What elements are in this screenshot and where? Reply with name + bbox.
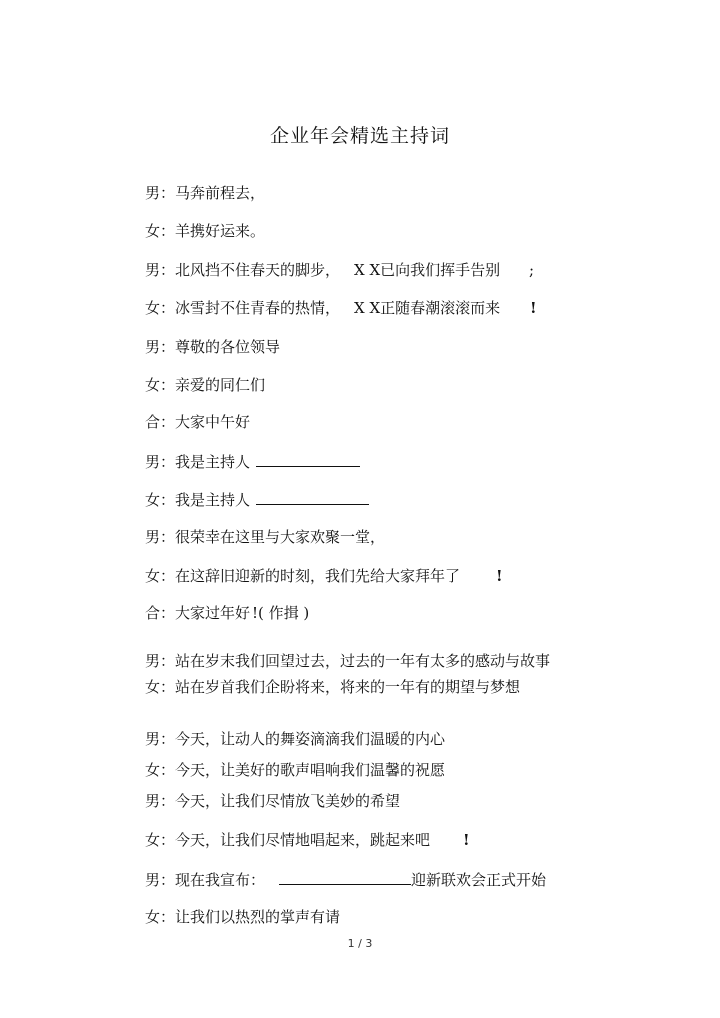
dialogue-line: 男：尊敬的各位领导 (145, 338, 281, 356)
dialogue-line: 男：我是主持人 (145, 451, 360, 472)
document-title: 企业年会精选主持词 (269, 125, 450, 147)
dialogue-line: 女：我是主持人 (145, 489, 369, 510)
announcement-blank (279, 869, 411, 885)
dialogue-line: 男：站在岁末我们回望过去，过去的一年有太多的感动与故事 (145, 652, 551, 670)
dialogue-line: 女：站在岁首我们企盼将来，将来的一年有的期望与梦想 (145, 678, 521, 696)
dialogue-line: 女：羊携好运来。 (145, 222, 266, 240)
dialogue-line: 男：马奔前程去， (145, 184, 266, 202)
dialogue-line: 女：冰雪封不住青春的热情， X X正随春潮滚滚而来 ! (145, 299, 537, 317)
dialogue-line: 女：在这辞旧迎新的时刻，我们先给大家拜年了 ! (145, 567, 503, 585)
dialogue-line: 男：现在我宣布： 迎新联欢会正式开始 (145, 871, 547, 889)
page-number: 1 / 3 (347, 937, 373, 950)
name-blank (256, 451, 360, 467)
dialogue-line: 女：今天，让美好的歌声唱响我们温馨的祝愿 (145, 761, 446, 779)
dialogue-line: 合：大家中午好 (145, 413, 251, 431)
dialogue-line: 合：大家过年好 !( 作揖 ) (145, 604, 310, 622)
dialogue-line: 女：亲爱的同仁们 (145, 376, 266, 394)
dialogue-line: 男：北风挡不住春天的脚步， X X已向我们挥手告别 ; (145, 261, 535, 279)
dialogue-line: 女：今天，让我们尽情地唱起来，跳起来吧 ! (145, 831, 470, 849)
name-blank (256, 489, 369, 505)
dialogue-line: 男：今天，让动人的舞姿滴滴我们温暖的内心 (145, 730, 446, 748)
dialogue-line: 女：让我们以热烈的掌声有请 (145, 908, 341, 926)
dialogue-line: 男：很荣幸在这里与大家欢聚一堂， (145, 528, 386, 546)
dialogue-line: 男：今天，让我们尽情放飞美妙的希望 (145, 792, 401, 810)
